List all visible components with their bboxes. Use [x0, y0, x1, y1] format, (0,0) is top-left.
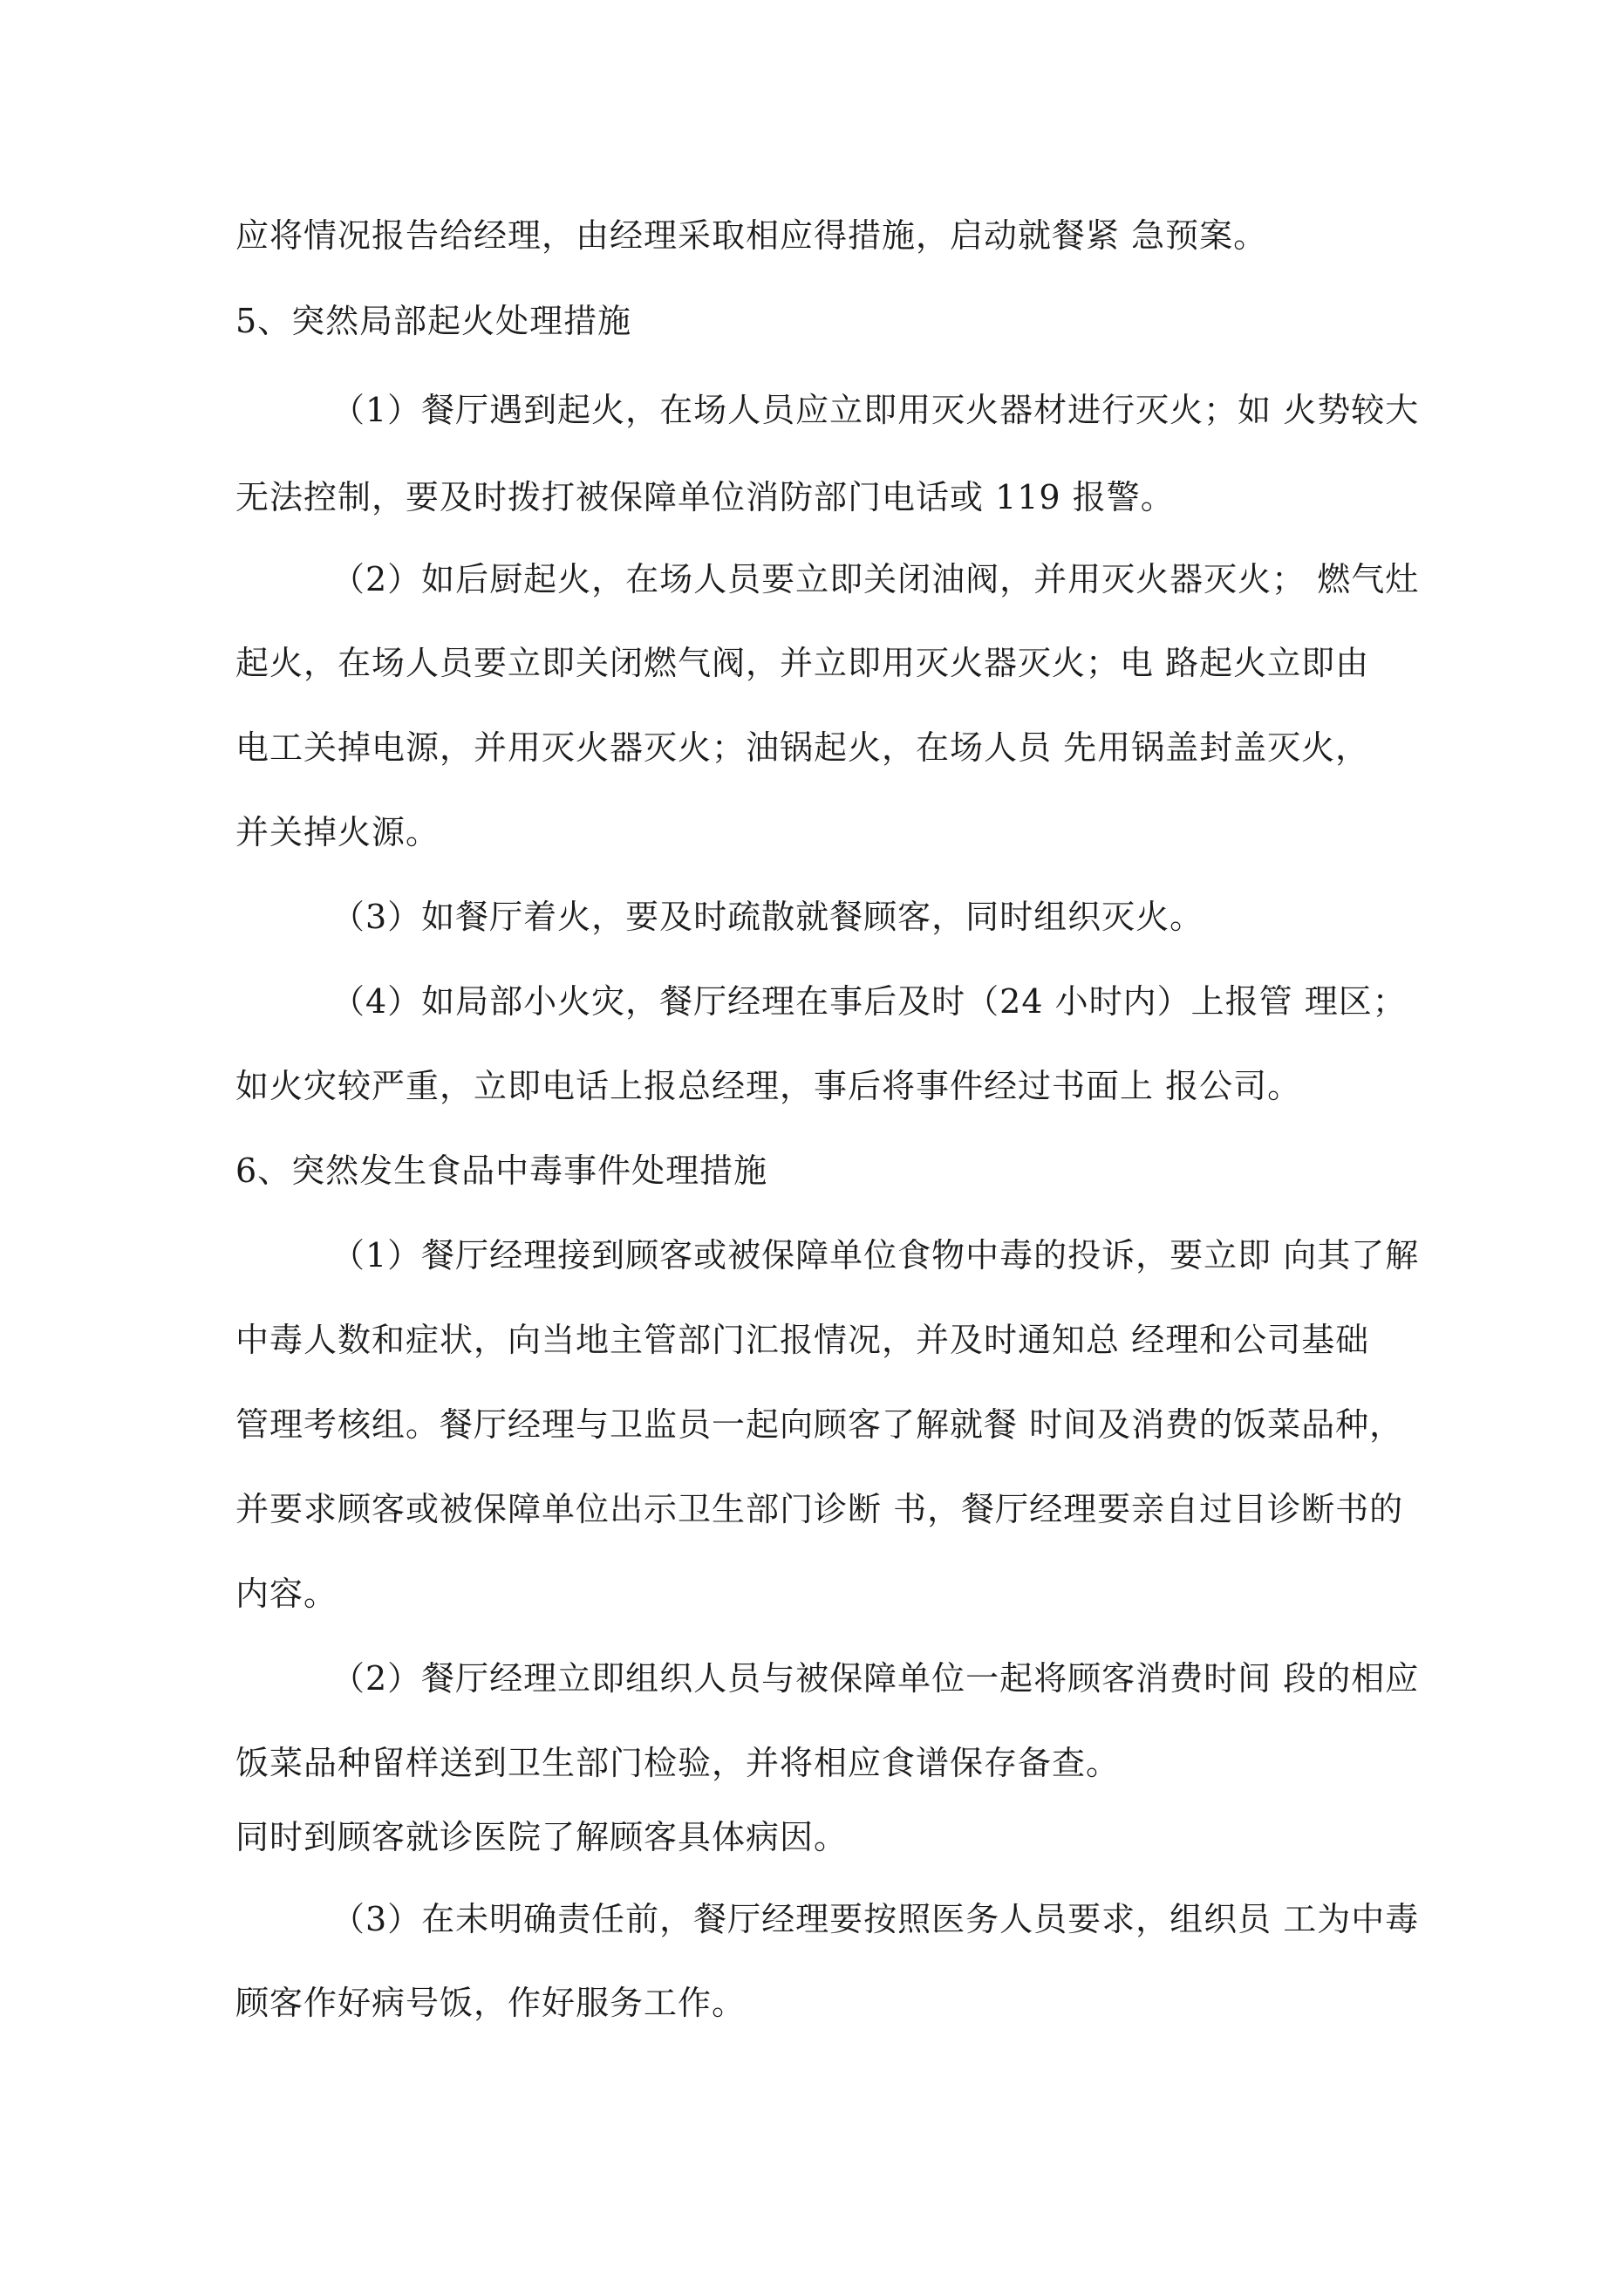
paragraph-line: 同时到顾客就诊医院了解顾客具体病因。: [235, 1818, 849, 1856]
paragraph-line: 并要求顾客或被保障单位出示卫生部门诊断 书，餐厅经理要亲自过目诊断书的: [235, 1490, 1404, 1528]
paragraph-line: （1）餐厅遇到起火，在场人员应立即用灭火器材进行灭火；如 火势较大: [331, 391, 1420, 429]
section-heading: 5、突然局部起火处理措施: [235, 302, 632, 340]
paragraph-line: 电工关掉电源，并用灭火器灭火；油锅起火，在场人员 先用锅盖封盖灭火，: [235, 728, 1370, 767]
paragraph-line: 如火灾较严重，立即电话上报总经理，事后将事件经过书面上 报公司。: [235, 1067, 1302, 1105]
paragraph-line: 中毒人数和症状，向当地主管部门汇报情况，并及时通知总 经理和公司基础: [235, 1321, 1370, 1359]
paragraph-line: （3）如餐厅着火，要及时疏散就餐顾客，同时组织灭火。: [331, 898, 1204, 936]
paragraph-line: 并关掉火源。: [235, 813, 440, 851]
paragraph-line: 内容。: [235, 1575, 338, 1613]
paragraph-line: （4）如局部小火灾，餐厅经理在事后及时（24 小时内）上报管 理区；: [331, 982, 1407, 1021]
paragraph-line: （2）如后厨起火，在场人员要立即关闭油阀，并用灭火器灭火； 燃气灶: [331, 560, 1420, 598]
paragraph-line: 无法控制，要及时拨打被保障单位消防部门电话或 119 报警。: [235, 478, 1175, 516]
paragraph-line: 起火，在场人员要立即关闭燃气阀，并立即用灭火器灭火；电 路起火立即由: [235, 644, 1370, 682]
section-heading: 6、突然发生食品中毒事件处理措施: [235, 1151, 768, 1190]
paragraph-line: 饭菜品种留样送到卫生部门检验，并将相应食谱保存备查。: [235, 1744, 1121, 1782]
paragraph-line: （2）餐厅经理立即组织人员与被保障单位一起将顾客消费时间 段的相应: [331, 1659, 1420, 1698]
paragraph-line: （3）在未明确责任前，餐厅经理要按照医务人员要求，组织员 工为中毒: [331, 1900, 1420, 1938]
paragraph-line: 管理考核组。餐厅经理与卫监员一起向顾客了解就餐 时间及消费的饭菜品种，: [235, 1405, 1404, 1444]
paragraph-line: 应将情况报告给经理，由经理采取相应得措施，启动就餐紧 急预案。: [235, 216, 1268, 255]
paragraph-line: （1）餐厅经理接到顾客或被保障单位食物中毒的投诉，要立即 向其了解: [331, 1236, 1420, 1274]
paragraph-line: 顾客作好病号饭，作好服务工作。: [235, 1984, 747, 2022]
